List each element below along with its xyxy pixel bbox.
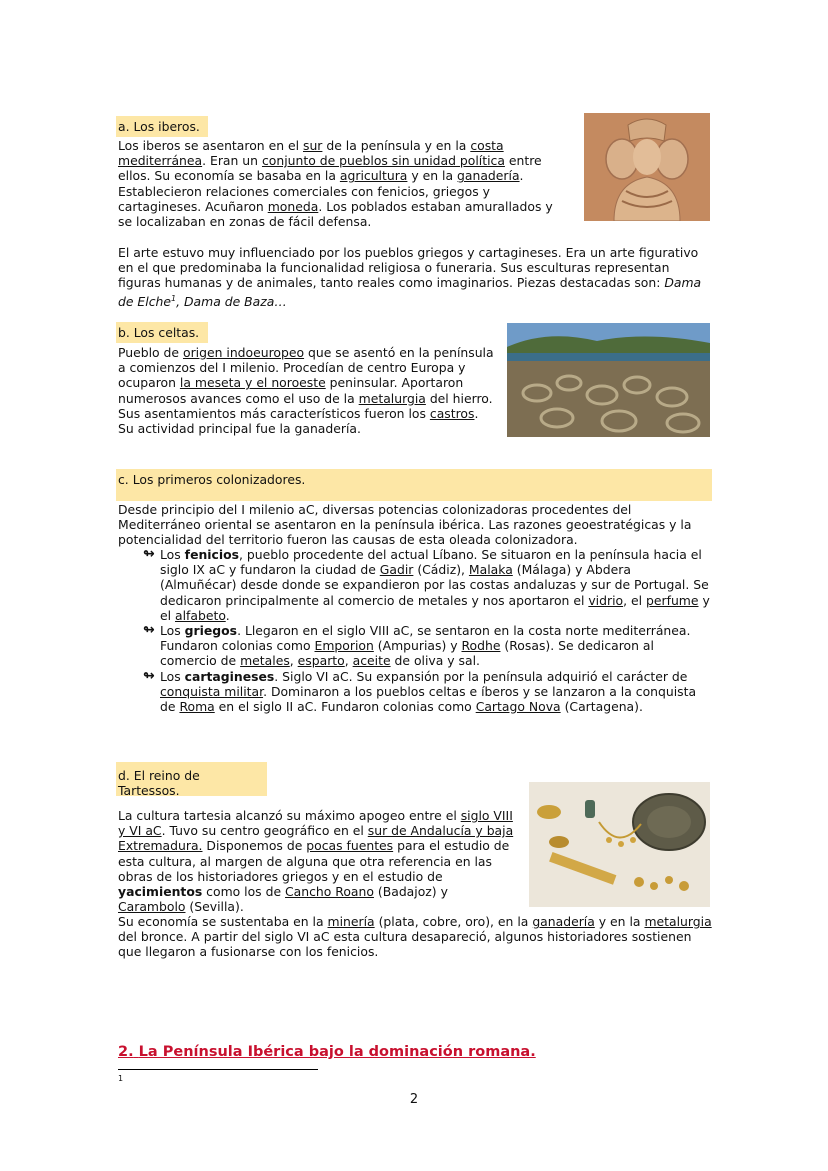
section-2-number: 2.	[118, 1044, 134, 1060]
section-a-paragraph-2: El arte estuvo muy influenciado por los pueblos griegos y cartagineses. Era un arte figurativo en el que predominaba la funcionalidad religiosa o funeraria. Sus esculturas representan figuras humanas y de animales, tanto reales como imaginarios. Piezas destacadas son: Dama de Elche$^1$, Dama de Baza…	[118, 245, 702, 309]
list-item-griegos	[143, 623, 711, 669]
footnote-separator	[118, 1069, 318, 1070]
bust-illustration	[584, 113, 710, 221]
section-a-paragraph-1: Los iberos se asentaron en el sur de la península y en la costa mediterránea. Eran un conjunto de pueblos sin unidad política entre ellos. Su economía se basaba en la agricultura y en la ganadería. Establecieron relaciones comerciales con fenicios, griegos y cartagineses. Acuñaron moneda. Los poblados estaban amurallados y se localizaban en zonas de fácil defensa.	[118, 138, 553, 230]
section-c-heading: c. Los primeros colonizadores.	[116, 469, 712, 501]
dama-de-elche-image	[584, 113, 710, 221]
section-2-title	[118, 1044, 618, 1060]
curved-arrow-icon: ↬	[143, 546, 155, 562]
curved-arrow-icon: ↬	[143, 667, 155, 684]
castro-image	[507, 323, 710, 437]
list-item-text: Los fenicios, pueblo procedente del actual Líbano. Se situaron en la península hacia el siglo IX aC y fundaron la ciudad de Gadir (Cádiz), Malaka (Málaga) y Abdera (Almuñécar) desde donde se expandieron por las costas andaluzas y sur de Portugal. Se dedicaron principalmente al comercio de metales y nos aportaron el vidrio, el perfume y el alfabeto.	[160, 547, 710, 623]
section-d-heading: d. El reino de Tartessos.	[116, 762, 267, 796]
section-a-heading: a. Los iberos.	[116, 116, 208, 137]
castro-illustration	[507, 323, 710, 437]
treasure-illustration	[529, 782, 710, 907]
list-item-text: Los cartagineses. Siglo VI aC. Su expansión por la península adquirió el carácter de conquista militar. Dominaron a los pueblos celtas e íberos y se lanzaron a la conquista de Roma en el siglo II aC. Fundaron colonias como Cartago Nova (Cartagena).	[160, 668, 697, 715]
section-b-paragraph-1: Pueblo de origen indoeuropeo que se asentó en la península a comienzos del I milenio. Procedían de centro Europa y ocuparon la meseta y el noroeste peninsular. Aportaron numerosos avances como el uso de la metalurgia del hierro. Sus asentamientos más característicos fueron los castros. Su actividad principal fue la ganadería.	[118, 345, 494, 437]
list-item-cartagineses	[143, 669, 711, 715]
list-item-text: Los griegos. Llegaron en el siglo VIII aC, se sentaron en la costa norte mediterránea. Fundaron colonias como Emporion (Ampurias) y Rodhe (Rosas). Se dedicaron al comercio de metales, esparto, aceite de oliva y sal.	[160, 623, 691, 669]
section-c-intro: Desde principio del I milenio aC, diversas potencias colonizadoras procedentes del Mediterráneo oriental se asentaron en la península ibérica. Las razones geoestratégicas y la potencialidad del territorio fueron las causas de esta oleada colonizadora.	[118, 502, 692, 548]
section-2-title-text: La Península Ibérica bajo la dominación romana.	[138, 1044, 536, 1060]
curved-arrow-icon: ↬	[143, 622, 155, 639]
footnote-marker: 1	[118, 1074, 124, 1083]
section-b-heading: b. Los celtas.	[116, 322, 208, 343]
tartessos-treasure-image	[529, 782, 710, 907]
list-item-fenicios	[143, 547, 711, 623]
page-number: 2	[409, 1092, 419, 1107]
section-d-paragraph-2: Su economía se sustentaba en la minería (plata, cobre, oro), en la ganadería y en la metalurgia del bronce. A partir del siglo VI aC esta cultura desapareció, algunos historiadores sostienen que llegaron a fusionarse con los fenicios.	[118, 914, 712, 960]
colonizers-list	[143, 547, 711, 714]
section-d-paragraph-1: La cultura tartesia alcanzó su máximo apogeo entre el siglo VIII y VI aC. Tuvo su centro geográfico en el sur de Andalucía y baja Extremadura. Disponemos de pocas fuentes para el estudio de esta cultura, al margen de alguna que otra referencia en las obras de los historiadores griegos y en el estudio de yacimientos como los de Cancho Roano (Badajoz) y Carambolo (Sevilla).	[118, 808, 514, 915]
